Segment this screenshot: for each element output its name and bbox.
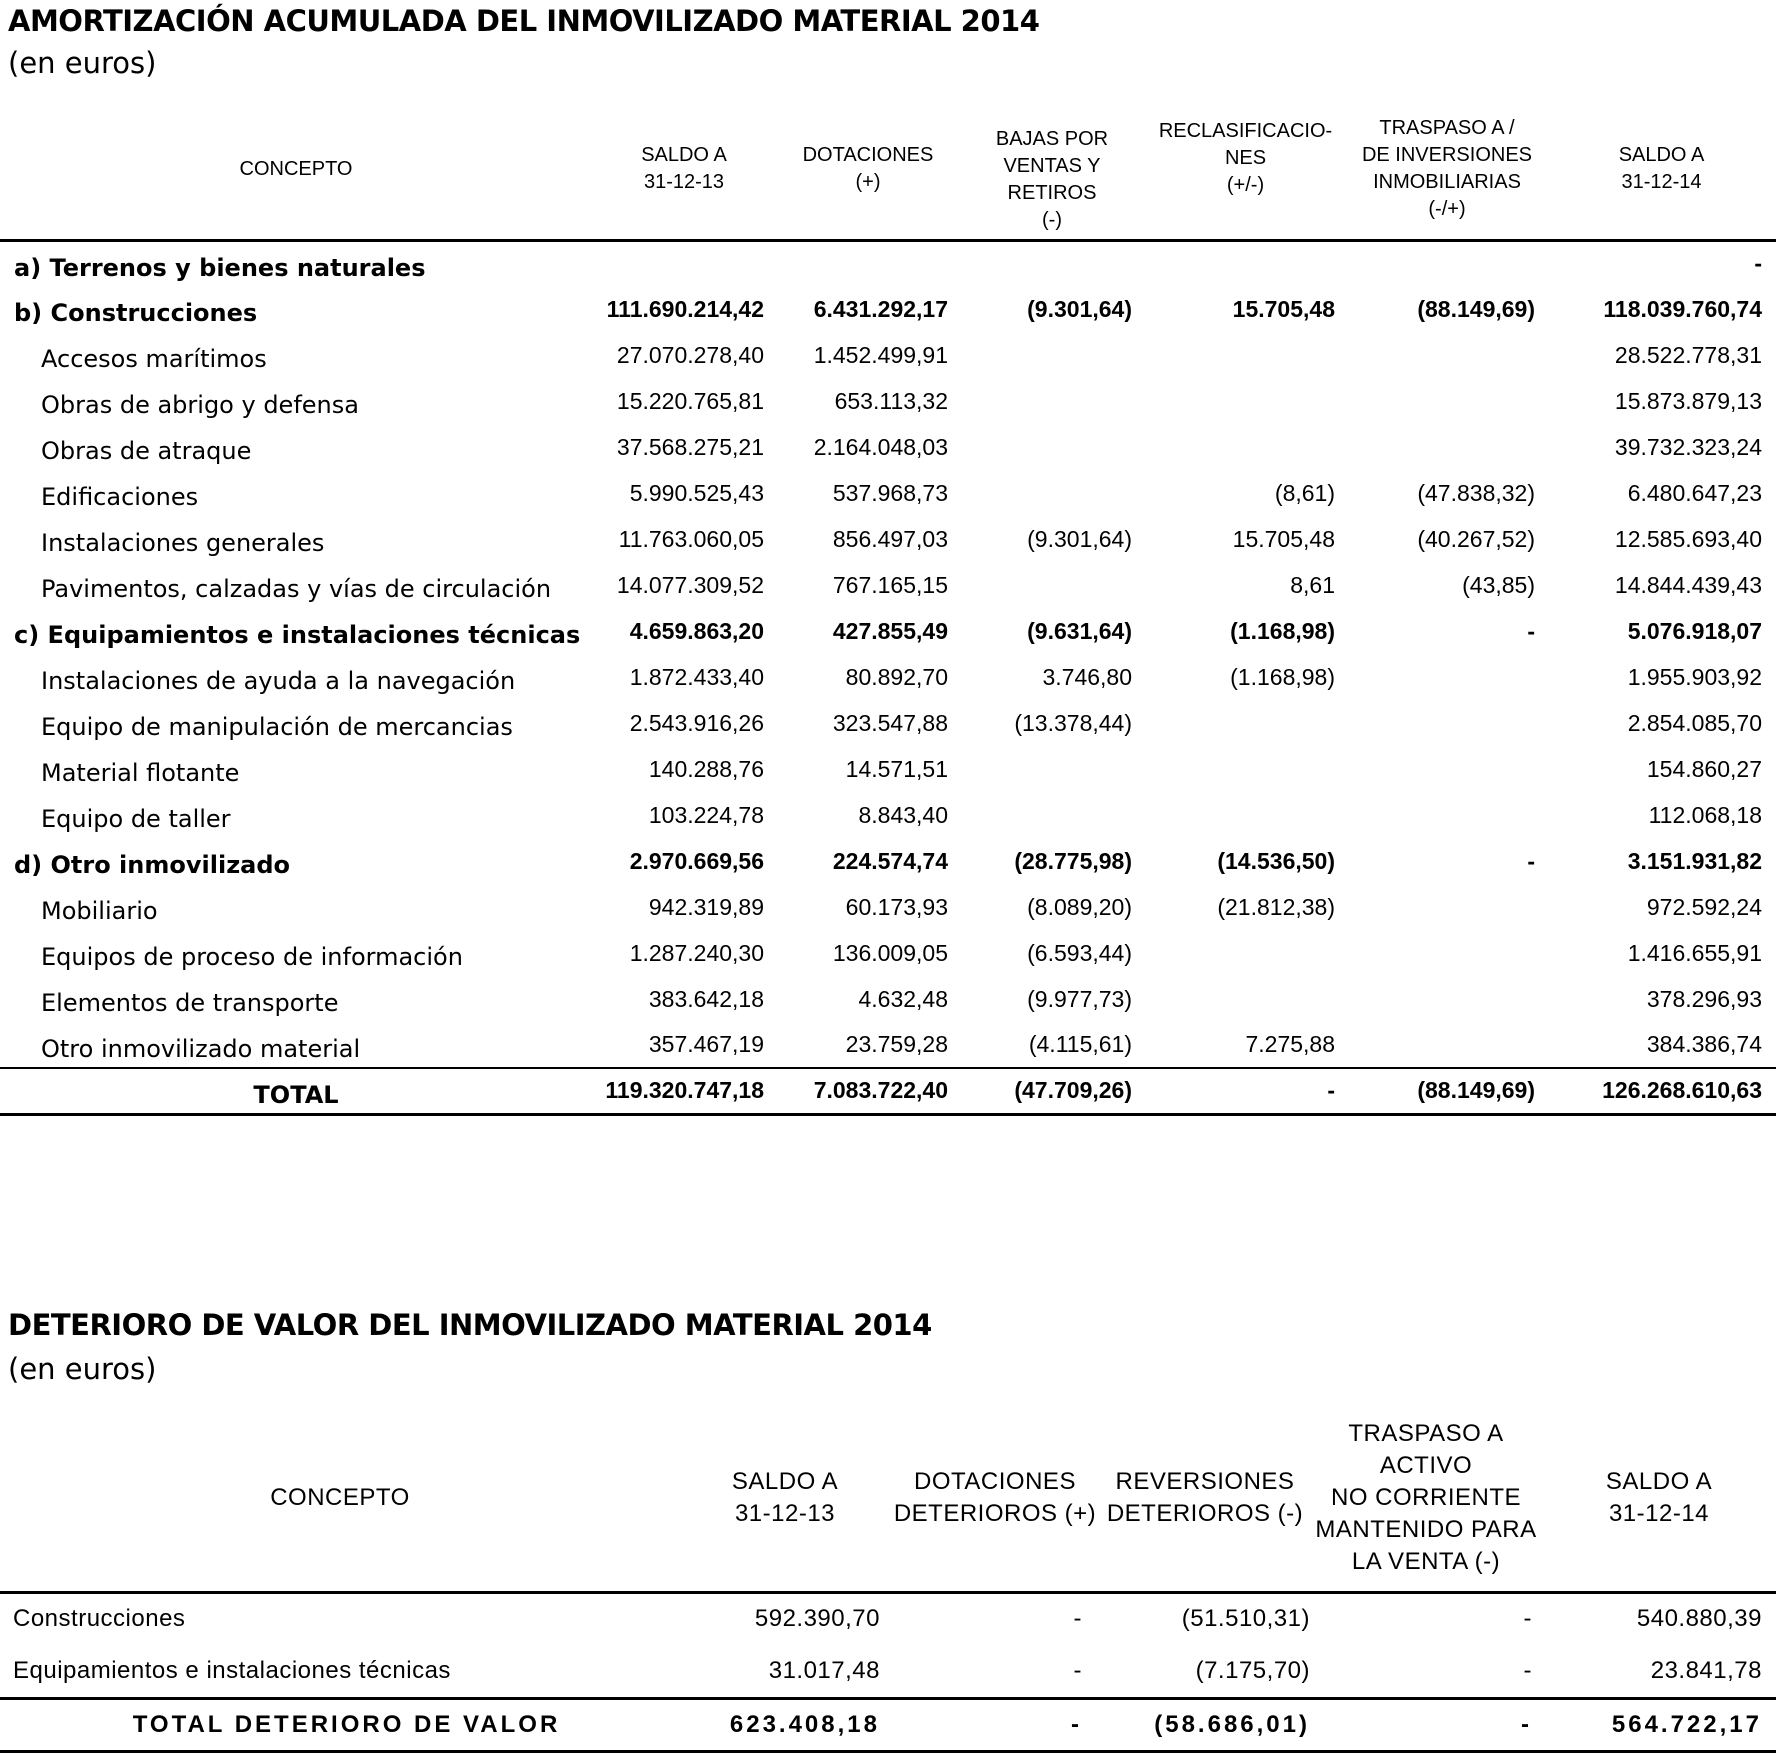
- saldo-final-cell: 126.268.610,63: [1547, 1068, 1776, 1114]
- table-row: [0, 930, 1776, 976]
- saldo-final-cell: 2.854.085,70: [1627, 709, 1762, 736]
- reclasificaciones-cell: [1144, 746, 1347, 792]
- dotaciones-cell: -: [1073, 1605, 1082, 1633]
- concepto-cell: b) Construcciones: [14, 299, 258, 327]
- traspasos-cell: [1347, 700, 1547, 746]
- bajas-cell: (8.089,20): [1027, 893, 1132, 920]
- saldo-inicial-cell: 119.320.747,18: [592, 1068, 776, 1114]
- dotaciones-cell: 224.574,74: [832, 847, 948, 874]
- concepto-cell: Instalaciones de ayuda a la navegación: [41, 667, 516, 695]
- header-reversiones: REVERSIONES DETERIOROS (-): [1100, 1405, 1310, 1592]
- dotaciones-cell: 2.164.048,03: [813, 433, 948, 460]
- bajas-cell: [960, 746, 1144, 792]
- reclasificaciones-cell: [1144, 332, 1347, 378]
- table-row: [0, 516, 1776, 562]
- bajas-cell: (9.631,64): [1027, 617, 1132, 644]
- dotaciones-cell: 23.759,28: [845, 1031, 948, 1057]
- reclasificaciones-cell: (8,61): [1274, 479, 1335, 506]
- traspasos-cell: (88.149,69): [1417, 295, 1535, 322]
- saldo-final-cell: 112.068,18: [1648, 801, 1762, 828]
- deterioro-header-row: [0, 1405, 1776, 1592]
- traspasos-cell: (88.149,69): [1347, 1068, 1547, 1114]
- total-row: [0, 1698, 1776, 1751]
- deterioro-title: DETERIORO DE VALOR DEL INMOVILIZADO MATERIAL 2014: [8, 1308, 932, 1342]
- table-row: [0, 1645, 1776, 1698]
- concepto-cell: c) Equipamientos e instalaciones técnicas: [14, 621, 581, 649]
- reclasificaciones-cell: 15.705,48: [1232, 295, 1335, 322]
- bajas-cell: [960, 470, 1144, 516]
- traspasos-cell: (43,85): [1462, 571, 1535, 598]
- amortizacion-title: AMORTIZACIÓN ACUMULADA DEL INMOVILIZADO MATERIAL 2014: [8, 4, 1040, 38]
- dotaciones-cell: 537.968,73: [832, 479, 948, 506]
- traspasos-cell: [1347, 930, 1547, 976]
- traspasos-cell: -: [1527, 617, 1535, 644]
- bajas-cell: 3.746,80: [1042, 663, 1132, 690]
- saldo-inicial-cell: 14.077.309,52: [616, 571, 764, 598]
- concepto-cell: Equipo de taller: [41, 805, 231, 833]
- dotaciones-cell: 427.855,49: [832, 617, 948, 644]
- bajas-cell: (9.301,64): [1027, 295, 1132, 322]
- saldo-inicial-cell: 11.763.060,05: [618, 525, 764, 552]
- dotaciones-cell: 653.113,32: [834, 387, 948, 414]
- header-saldo-inicial: SALDO A 31-12-13: [680, 1405, 890, 1592]
- reclasificaciones-cell: [1144, 930, 1347, 976]
- bajas-cell: (13.378,44): [1014, 709, 1132, 736]
- dotaciones-cell: 60.173,93: [845, 893, 948, 920]
- saldo-inicial-cell: 5.990.525,43: [629, 479, 764, 506]
- concepto-cell: Equipos de proceso de información: [41, 943, 463, 971]
- table-row: [0, 332, 1776, 378]
- reclasificaciones-cell: (1.168,98): [1230, 617, 1335, 644]
- table-row: [0, 1592, 1776, 1645]
- saldo-final-cell: 12.585.693,40: [1614, 525, 1762, 552]
- saldo-final-cell: 118.039.760,74: [1603, 295, 1762, 322]
- reclasificaciones-cell: [1144, 792, 1347, 838]
- reclasificaciones-cell: [1144, 700, 1347, 746]
- saldo-final-cell: 564.722,17: [1542, 1698, 1776, 1751]
- traspasos-cell: (40.267,52): [1417, 525, 1535, 552]
- bajas-cell: (6.593,44): [1027, 939, 1132, 966]
- bajas-cell: (9.977,73): [1027, 985, 1132, 1012]
- saldo-inicial-cell: 1.287.240,30: [629, 939, 764, 966]
- saldo-final-cell: 384.386,74: [1646, 1031, 1762, 1057]
- concepto-cell: Construcciones: [13, 1605, 186, 1633]
- table-row: [0, 470, 1776, 516]
- traspaso-cell: -: [1310, 1698, 1542, 1751]
- deterioro-table-body: [0, 1592, 1776, 1751]
- reversiones-cell: (58.686,01): [1100, 1698, 1310, 1751]
- table-row: [0, 976, 1776, 1022]
- concepto-cell: Obras de atraque: [41, 437, 252, 465]
- traspasos-cell: [1347, 424, 1547, 470]
- dotaciones-cell: 136.009,05: [832, 939, 948, 966]
- saldo-final-cell: 6.480.647,23: [1627, 479, 1762, 506]
- reclasificaciones-cell: 7.275,88: [1245, 1031, 1335, 1057]
- saldo-inicial-cell: 4.659.863,20: [629, 617, 764, 644]
- saldo-inicial-cell: 592.390,70: [754, 1605, 880, 1633]
- saldo-final-cell: 1.416.655,91: [1627, 939, 1762, 966]
- saldo-final-cell: 1.955.903,92: [1627, 663, 1762, 690]
- dotaciones-cell: -: [890, 1698, 1100, 1751]
- bajas-cell: (28.775,98): [1014, 847, 1132, 874]
- reclasificaciones-cell: [1144, 378, 1347, 424]
- total-label: TOTAL DETERIORO DE VALOR: [0, 1698, 680, 1751]
- table-row: [0, 746, 1776, 792]
- concepto-cell: Equipo de manipulación de mercancias: [41, 713, 513, 741]
- saldo-final-cell: 540.880,39: [1636, 1605, 1762, 1633]
- group-row: [0, 286, 1776, 332]
- concepto-cell: Material flotante: [41, 759, 240, 787]
- reclasificaciones-cell: (14.536,50): [1217, 847, 1335, 874]
- saldo-inicial-cell: 27.070.278,40: [616, 341, 764, 368]
- traspasos-cell: [1347, 976, 1547, 1022]
- traspasos-cell: [1347, 240, 1547, 286]
- header-traspasos: TRASPASO A / DE INVERSIONES INMOBILIARIAS (-/+): [1347, 100, 1547, 240]
- reclasificaciones-cell: [1144, 424, 1347, 470]
- bajas-cell: [960, 792, 1144, 838]
- traspasos-cell: [1347, 792, 1547, 838]
- traspaso-cell: -: [1523, 1605, 1532, 1633]
- saldo-inicial-cell: 1.872.433,40: [629, 663, 764, 690]
- traspasos-cell: [1347, 654, 1547, 700]
- dotaciones-cell: [776, 240, 960, 286]
- total-label: TOTAL: [0, 1068, 592, 1114]
- concepto-cell: Elementos de transporte: [41, 989, 339, 1017]
- traspaso-cell: -: [1523, 1656, 1532, 1684]
- reclasificaciones-cell: 15.705,48: [1232, 525, 1335, 552]
- dotaciones-cell: 323.547,88: [832, 709, 948, 736]
- concepto-cell: Pavimentos, calzadas y vías de circulación: [41, 575, 552, 603]
- concepto-cell: a) Terrenos y bienes naturales: [14, 253, 426, 282]
- saldo-final-cell: 3.151.931,82: [1627, 847, 1762, 874]
- table-row: [0, 700, 1776, 746]
- traspasos-cell: [1347, 1022, 1547, 1068]
- header-saldo-final: SALDO A 31-12-14: [1542, 1405, 1776, 1592]
- saldo-inicial-cell: 2.543.916,26: [629, 709, 764, 736]
- saldo-final-cell: 28.522.778,31: [1614, 341, 1762, 368]
- concepto-cell: Equipamientos e instalaciones técnicas: [13, 1656, 451, 1684]
- reclasificaciones-cell: [1144, 240, 1347, 286]
- saldo-final-cell: 5.076.918,07: [1627, 617, 1762, 644]
- table-row: [0, 562, 1776, 608]
- dotaciones-cell: 856.497,03: [832, 525, 948, 552]
- concepto-cell: Edificaciones: [41, 483, 199, 511]
- reclasificaciones-cell: 8,61: [1290, 571, 1335, 598]
- traspasos-cell: [1347, 378, 1547, 424]
- total-row: [0, 1068, 1776, 1114]
- saldo-inicial-cell: 31.017,48: [768, 1656, 880, 1684]
- dotaciones-cell: 4.632,48: [858, 985, 948, 1012]
- group-row: [0, 838, 1776, 884]
- concepto-cell: Mobiliario: [41, 897, 158, 925]
- saldo-final-cell: 14.844.439,43: [1614, 571, 1762, 598]
- table-row: [0, 1022, 1776, 1068]
- dotaciones-cell: 6.431.292,17: [813, 295, 948, 322]
- dotaciones-cell: 1.452.499,91: [813, 341, 948, 368]
- table-row: [0, 424, 1776, 470]
- header-dotaciones: DOTACIONES (+): [776, 100, 960, 240]
- dotaciones-cell: 7.083.722,40: [776, 1068, 960, 1114]
- traspasos-cell: (47.838,32): [1417, 479, 1535, 506]
- traspasos-cell: [1347, 332, 1547, 378]
- amortizacion-subtitle: (en euros): [8, 46, 157, 80]
- dotaciones-cell: 8.843,40: [858, 801, 948, 828]
- dotaciones-cell: 767.165,15: [832, 571, 948, 598]
- saldo-inicial-cell: 383.642,18: [648, 985, 764, 1012]
- amortizacion-table: [0, 100, 1776, 1116]
- header-reclasificaciones: RECLASIFICACIO- NES (+/-): [1144, 100, 1347, 240]
- reversiones-cell: (7.175,70): [1195, 1656, 1310, 1684]
- traspasos-cell: -: [1527, 847, 1535, 874]
- bajas-cell: [960, 378, 1144, 424]
- reclasificaciones-cell: (21.812,38): [1217, 893, 1335, 920]
- deterioro-subtitle: (en euros): [8, 1352, 157, 1386]
- header-concepto: CONCEPTO: [0, 100, 592, 240]
- saldo-inicial-cell: 111.690.214,42: [606, 295, 764, 322]
- saldo-final-cell: 154.860,27: [1646, 755, 1762, 782]
- header-dotaciones: DOTACIONES DETERIOROS (+): [890, 1405, 1100, 1592]
- header-saldo-final: SALDO A 31-12-14: [1547, 100, 1776, 240]
- header-bajas: BAJAS POR VENTAS Y RETIROS (-): [960, 100, 1144, 240]
- bajas-cell: (9.301,64): [1027, 525, 1132, 552]
- dotaciones-cell: 80.892,70: [845, 663, 948, 690]
- bajas-cell: [960, 424, 1144, 470]
- amortizacion-header-row: [0, 100, 1776, 240]
- traspasos-cell: [1347, 884, 1547, 930]
- group-row: [0, 608, 1776, 654]
- concepto-cell: Otro inmovilizado material: [41, 1034, 361, 1063]
- saldo-final-cell: 23.841,78: [1650, 1656, 1762, 1684]
- dotaciones-cell: -: [1073, 1656, 1082, 1684]
- concepto-cell: Instalaciones generales: [41, 529, 325, 557]
- bajas-cell: (47.709,26): [960, 1068, 1144, 1114]
- saldo-inicial-cell: 623.408,18: [680, 1698, 890, 1751]
- table-row: [0, 884, 1776, 930]
- saldo-inicial-cell: 37.568.275,21: [616, 433, 764, 460]
- bajas-cell: [960, 240, 1144, 286]
- saldo-inicial-cell: 942.319,89: [648, 893, 764, 920]
- saldo-final-cell: 972.592,24: [1646, 893, 1762, 920]
- bajas-cell: [960, 562, 1144, 608]
- saldo-final-cell: 15.873.879,13: [1614, 387, 1762, 414]
- amortizacion-table-body: [0, 240, 1776, 1114]
- header-saldo-inicial: SALDO A 31-12-13: [592, 100, 776, 240]
- header-concepto: CONCEPTO: [0, 1405, 680, 1592]
- deterioro-table: [0, 1405, 1776, 1753]
- reclasificaciones-cell: (1.168,98): [1230, 663, 1335, 690]
- bajas-cell: [960, 332, 1144, 378]
- reversiones-cell: (51.510,31): [1181, 1605, 1310, 1633]
- reclasificaciones-cell: -: [1144, 1068, 1347, 1114]
- concepto-cell: d) Otro inmovilizado: [14, 851, 291, 879]
- saldo-final-cell: 378.296,93: [1646, 985, 1762, 1012]
- dotaciones-cell: 14.571,51: [845, 755, 948, 782]
- reclasificaciones-cell: [1144, 976, 1347, 1022]
- table-row: [0, 378, 1776, 424]
- saldo-inicial-cell: 103.224,78: [648, 801, 764, 828]
- traspasos-cell: [1347, 746, 1547, 792]
- group-row: [0, 240, 1776, 286]
- saldo-inicial-cell: 140.288,76: [648, 755, 764, 782]
- saldo-inicial-cell: [592, 240, 776, 286]
- saldo-inicial-cell: 357.467,19: [648, 1031, 764, 1057]
- concepto-cell: Obras de abrigo y defensa: [41, 391, 359, 419]
- header-traspaso: TRASPASO A ACTIVO NO CORRIENTE MANTENIDO PARA LA VENTA (-): [1310, 1405, 1542, 1592]
- table-row: [0, 792, 1776, 838]
- saldo-inicial-cell: 15.220.765,81: [616, 387, 764, 414]
- saldo-final-cell: -: [1754, 250, 1762, 277]
- concepto-cell: Accesos marítimos: [41, 345, 267, 373]
- table-row: [0, 654, 1776, 700]
- saldo-inicial-cell: 2.970.669,56: [629, 847, 764, 874]
- saldo-final-cell: 39.732.323,24: [1614, 433, 1762, 460]
- bajas-cell: (4.115,61): [1028, 1031, 1132, 1057]
